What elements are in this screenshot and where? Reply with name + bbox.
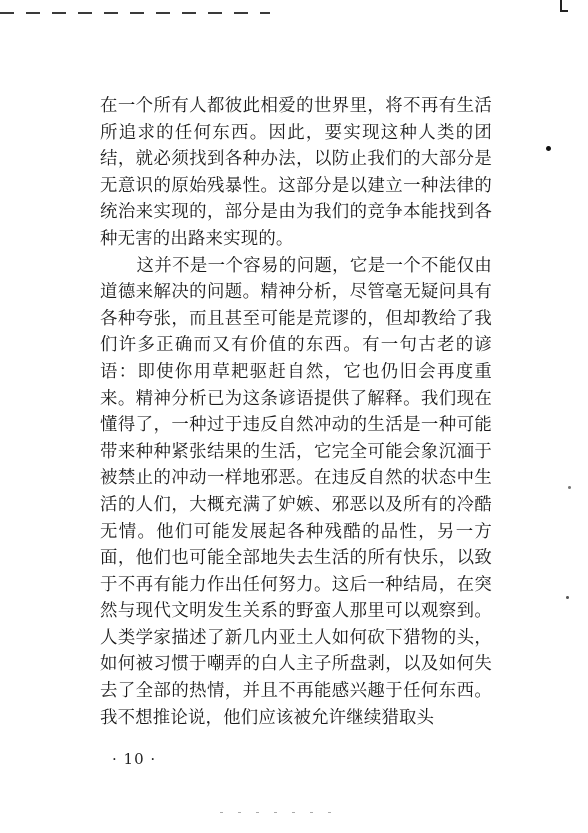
bottom-scan-marks bbox=[220, 812, 340, 813]
page-number: · 10 · bbox=[112, 750, 157, 768]
ink-speck bbox=[568, 486, 571, 489]
ink-speck bbox=[566, 596, 569, 599]
ink-speck bbox=[546, 146, 551, 151]
paragraph-2: 这并不是一个容易的问题，它是一个不能仅由道德来解决的问题。精神分析，尽管毫无疑问具有各种夸张，而且甚至可能是荒谬的，但却教给了我们许多正确而又有价值的东西。有一句古老的谚语：即使你用草耙驱赶自然，它也仍旧会再度重来。精神分析已为这条谚语提供了解释。我们现在懂得了，一种过于违反自然冲动的生活是一种可能带来种种紧张结果的生活，它完全可能会象沉湎于被禁止的冲动一样地邪恶。在违反自然的状态中生活的人们，大概充满了妒嫉、邪恶以及所有的冷酷无情。他们可能发展起各种残酷的品性，另一方面，他们也可能全部地失去生活的所有快乐，以致于不再有能力作出任何努力。这后一种结局，在突然与现代文明发生关系的野蛮人那里可以观察到。人类学家描述了新几内亚土人如何砍下猎物的头，如何被习惯于嘲弄的白人主子所盘剥，以及如何失去了全部的热情，并且不再能感兴趣于任何东西。我不想推论说，他们应该被允许继续猎取头 bbox=[100, 255, 492, 728]
top-dashed-rule bbox=[0, 12, 270, 14]
body-text bbox=[100, 93, 492, 731]
corner-crop-mark bbox=[560, 0, 568, 12]
paragraph-1: 在一个所有人都彼此相爱的世界里，将不再有生活所追求的任何东西。因此，要实现这种人类的团结，就必须找到各种办法，以防止我们的大部分是无意识的原始残暴性。这部分是以建立一种法律的统治来实现的，部分是由为我们的竞争本能找到各种无害的出路来实现的。 bbox=[100, 96, 492, 249]
